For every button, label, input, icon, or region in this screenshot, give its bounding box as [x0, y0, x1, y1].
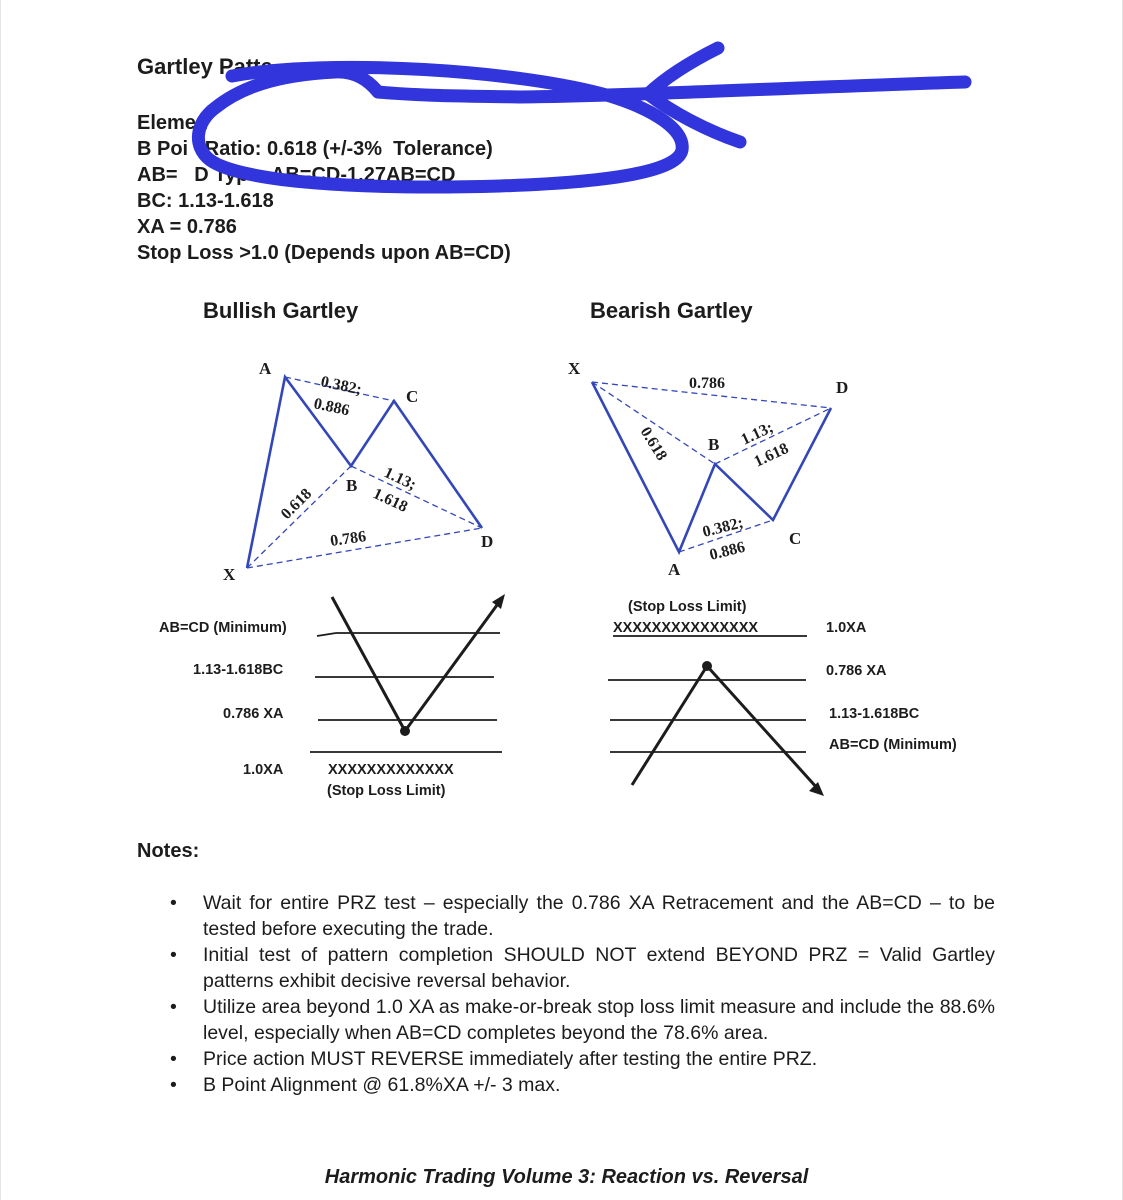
bullish-ratio-ab-1: 0.382;	[319, 373, 364, 399]
bullish-ratio-xb: 0.618	[277, 485, 316, 523]
bullish-level-bc: 1.13-1.618BC	[193, 662, 284, 678]
bearish-level-abcd: AB=CD (Minimum)	[829, 737, 957, 753]
note-item: • Utilize area beyond 1.0 XA as make-or-break stop loss limit measure and include the 88.6% level, especially when AB=CD completes beyond the 78.6% area.	[170, 994, 995, 1046]
bearish-completion-point	[702, 661, 712, 671]
bullish-point-c: C	[406, 387, 419, 406]
bullish-stop-marks: XXXXXXXXXXXXX	[328, 762, 454, 778]
bullish-completion-point	[400, 726, 410, 736]
bullish-ratio-ab-2: 0.886	[312, 395, 351, 420]
bearish-ratio-cd-2: 1.618	[751, 440, 792, 471]
bearish-stop-label: (Stop Loss Limit)	[628, 599, 747, 615]
bullish-heading: Bullish Gartley	[203, 298, 359, 323]
bullish-stop-label: (Stop Loss Limit)	[327, 783, 446, 799]
stop-loss-rule: Stop Loss >1.0 (Depends upon AB=CD)	[137, 242, 511, 264]
bearish-heading: Bearish Gartley	[590, 298, 753, 323]
bearish-prz-diagram	[605, 590, 995, 800]
bearish-level-xa786: 0.786 XA	[826, 663, 887, 679]
elements-heading: Elemen	[137, 112, 209, 134]
abcd-type: AB= D Type: AB=CD-1.27AB=CD	[137, 164, 456, 186]
book-footer: Harmonic Trading Volume 3: Reaction vs. Reversal	[324, 1166, 809, 1188]
bullish-point-d: D	[481, 532, 494, 551]
note-item: • Wait for entire PRZ test – especially the 0.786 XA Retracement and the AB=CD – to be tested before executing the trade.	[170, 890, 995, 942]
bullish-point-x: X	[223, 565, 236, 584]
arrow-down-icon	[809, 782, 824, 796]
notes-heading: Notes:	[137, 840, 200, 862]
bearish-point-c: C	[789, 529, 802, 548]
bearish-ratio-xd: 0.786	[689, 375, 725, 392]
note-item: • Price action MUST REVERSE immediately after testing the entire PRZ.	[170, 1046, 995, 1072]
bearish-level-bc: 1.13-1.618BC	[829, 706, 920, 722]
bearish-ratio-cd-1: 1.13;	[738, 419, 776, 449]
xa-ratio: XA = 0.786	[137, 216, 237, 238]
note-item: • B Point Alignment @ 61.8%XA +/- 3 max.	[170, 1072, 995, 1098]
bearish-point-a: A	[668, 560, 681, 579]
bearish-stop-marks: XXXXXXXXXXXXXXX	[613, 620, 759, 636]
bullish-price-path	[332, 597, 500, 731]
bearish-price-path	[632, 666, 818, 789]
bearish-point-x: X	[568, 359, 581, 378]
bearish-point-d: D	[836, 378, 849, 397]
bearish-ratio-xb: 0.618	[636, 424, 671, 464]
b-point-ratio: B Poi Ratio: 0.618 (+/-3% Tolerance)	[137, 138, 493, 160]
page-title: Gartley Patte	[137, 54, 273, 79]
bullish-ratio-xd: 0.786	[329, 528, 368, 550]
bullish-level-xa1: 1.0XA	[243, 762, 284, 778]
bullish-prz-diagram	[150, 590, 510, 810]
bearish-point-b: B	[708, 435, 720, 454]
bullish-point-a: A	[259, 359, 272, 378]
elements-list	[137, 110, 511, 266]
bullish-level-xa786: 0.786 XA	[223, 706, 284, 722]
bearish-ratio-ac-1: 0.382;	[700, 514, 746, 541]
bullish-point-b: B	[346, 476, 358, 495]
bullish-gartley-diagram	[210, 345, 510, 585]
bearish-level-xa1: 1.0XA	[826, 620, 867, 636]
note-item: • Initial test of pattern completion SHOULD NOT extend BEYOND PRZ = Valid Gartley patterns exhibit decisive reversal behavior.	[170, 942, 995, 994]
bullish-ratio-cd-1: 1.13;	[381, 464, 419, 494]
bullish-level-abcd: AB=CD (Minimum)	[159, 620, 287, 636]
bc-ratio: BC: 1.13-1.618	[137, 190, 274, 212]
bullish-ratio-cd-2: 1.618	[370, 485, 411, 516]
bearish-gartley-diagram	[560, 350, 860, 580]
notes-list	[170, 890, 995, 1098]
bearish-ratio-ac-2: 0.886	[707, 538, 747, 564]
bearish-prz-levels	[608, 636, 807, 752]
